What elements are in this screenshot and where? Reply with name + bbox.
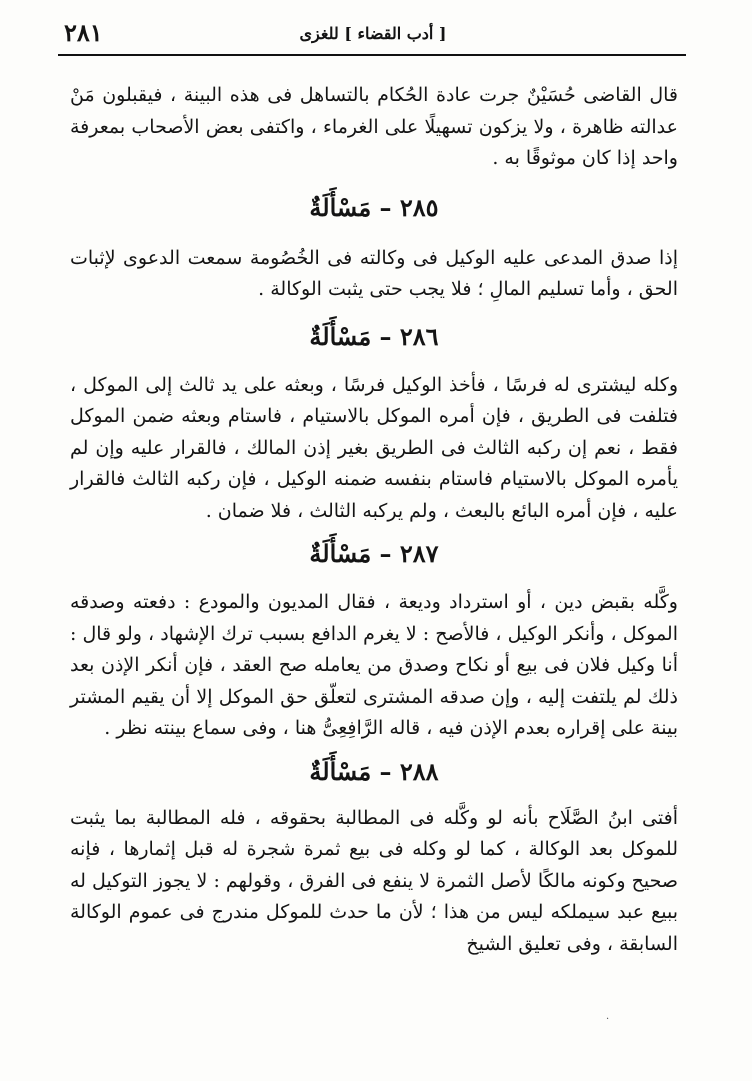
- stray-mark: ·: [606, 1014, 610, 1025]
- section-heading-287: ٢٨٧ – مَسْأَلَةٌ: [309, 539, 439, 568]
- paragraph-286: وكله ليشترى له فرسًا ، فأخذ الوكيل فرسًا ، وبعثه على يد ثالث إلى الموكل ، فتلفت فى الطريق ، فإن أمره الموكل بالاستيام ، فاستام وبعثه ضمن الموكل فقط ، نعم إن ركبه الثالث فى الطريق بغير إذن المالك ، فالقرار عليه وإن لم يأمره الموكل بالاستيام فاستام بنفسه ضمنه الوكيل ، فإن ركبه الثالث فالقرار عليه ، فإن أمره البائع بالبعث ، ولم يركبه الثالث ، فلا ضمان .: [70, 373, 678, 522]
- paragraph-285: إذا صدق المدعى عليه الوكيل فى وكالته فى الخُصُومة سمعت الدعوى لإثبات الحق ، وأما تسليم المالِ ؛ فلا يجب حتى يثبت الوكالة .: [70, 246, 679, 300]
- section-heading-286: ٢٨٦ – مَسْأَلَةٌ: [309, 321, 439, 351]
- paragraph-qadi-husayn: قال القاضى حُسَيْنٌ جرت عادة الحُكام بالتساهل فى هذه البينة ، فيقبلون مَنْ عدالته ظاهرة ، ولا يزكون تسهيلًا على الغرماء ، واكتفى بعض الأصحاب بمعرفة واحد إذا كان موثوقًا به .: [70, 84, 678, 169]
- page-number: ٢٨١: [64, 18, 103, 47]
- page-header: [58, 14, 688, 47]
- section-heading-288: ٢٨٨ – مَسْأَلَةٌ: [309, 756, 439, 786]
- header-rule: [58, 54, 686, 56]
- section-heading-285: ٢٨٥ – مَسْأَلَةٌ: [309, 192, 439, 222]
- page-body: [70, 72, 678, 960]
- running-title: [ أدب القضاء ] للغزى: [299, 24, 447, 43]
- paragraph-287: وكَّله بقبض دين ، أو استرداد وديعة ، فقال المديون والمودع : دفعته وصدقه الموكل ، وأنكر الوكيل ، فالأصح : لا يغرم الدافع بسبب ترك الإشهاد ، ولو قال : أنا وكيل فلان فى بيع أو نكاح وصدق من يعامله صح العقد ، فإن أنكر الإذن بعد ذلك لم يلتفت إليه ، وإن صدقه المشترى لتعلّق حق الموكل إلا أن يقيم المشتر بينة على إقراره بعدم الإذن فيه ، قاله الرَّافِعِىُّ هنا ، وفى سماع بينته نظر .: [70, 591, 678, 739]
- paragraph-288: أفتى ابنُ الصَّلَاح بأنه لو وكَّله فى المطالبة بحقوقه ، فله المطالبة بما يثبت للموكل بعد الوكالة ، كما لو وكله فى بيع ثمرة شجرة له قبل إثمارها ، فإنه صحيح وكونه مالكًا لأصل الثمرة لا ينفع فى الفرق ، وقولهم : لا يجوز التوكيل له ببيع عبد سيملكه ليس من هذا ؛ لأن ما حدث للموكل مندرج فى عموم الوكالة السابقة ، وفى تعليق الشيخ: [70, 806, 678, 955]
